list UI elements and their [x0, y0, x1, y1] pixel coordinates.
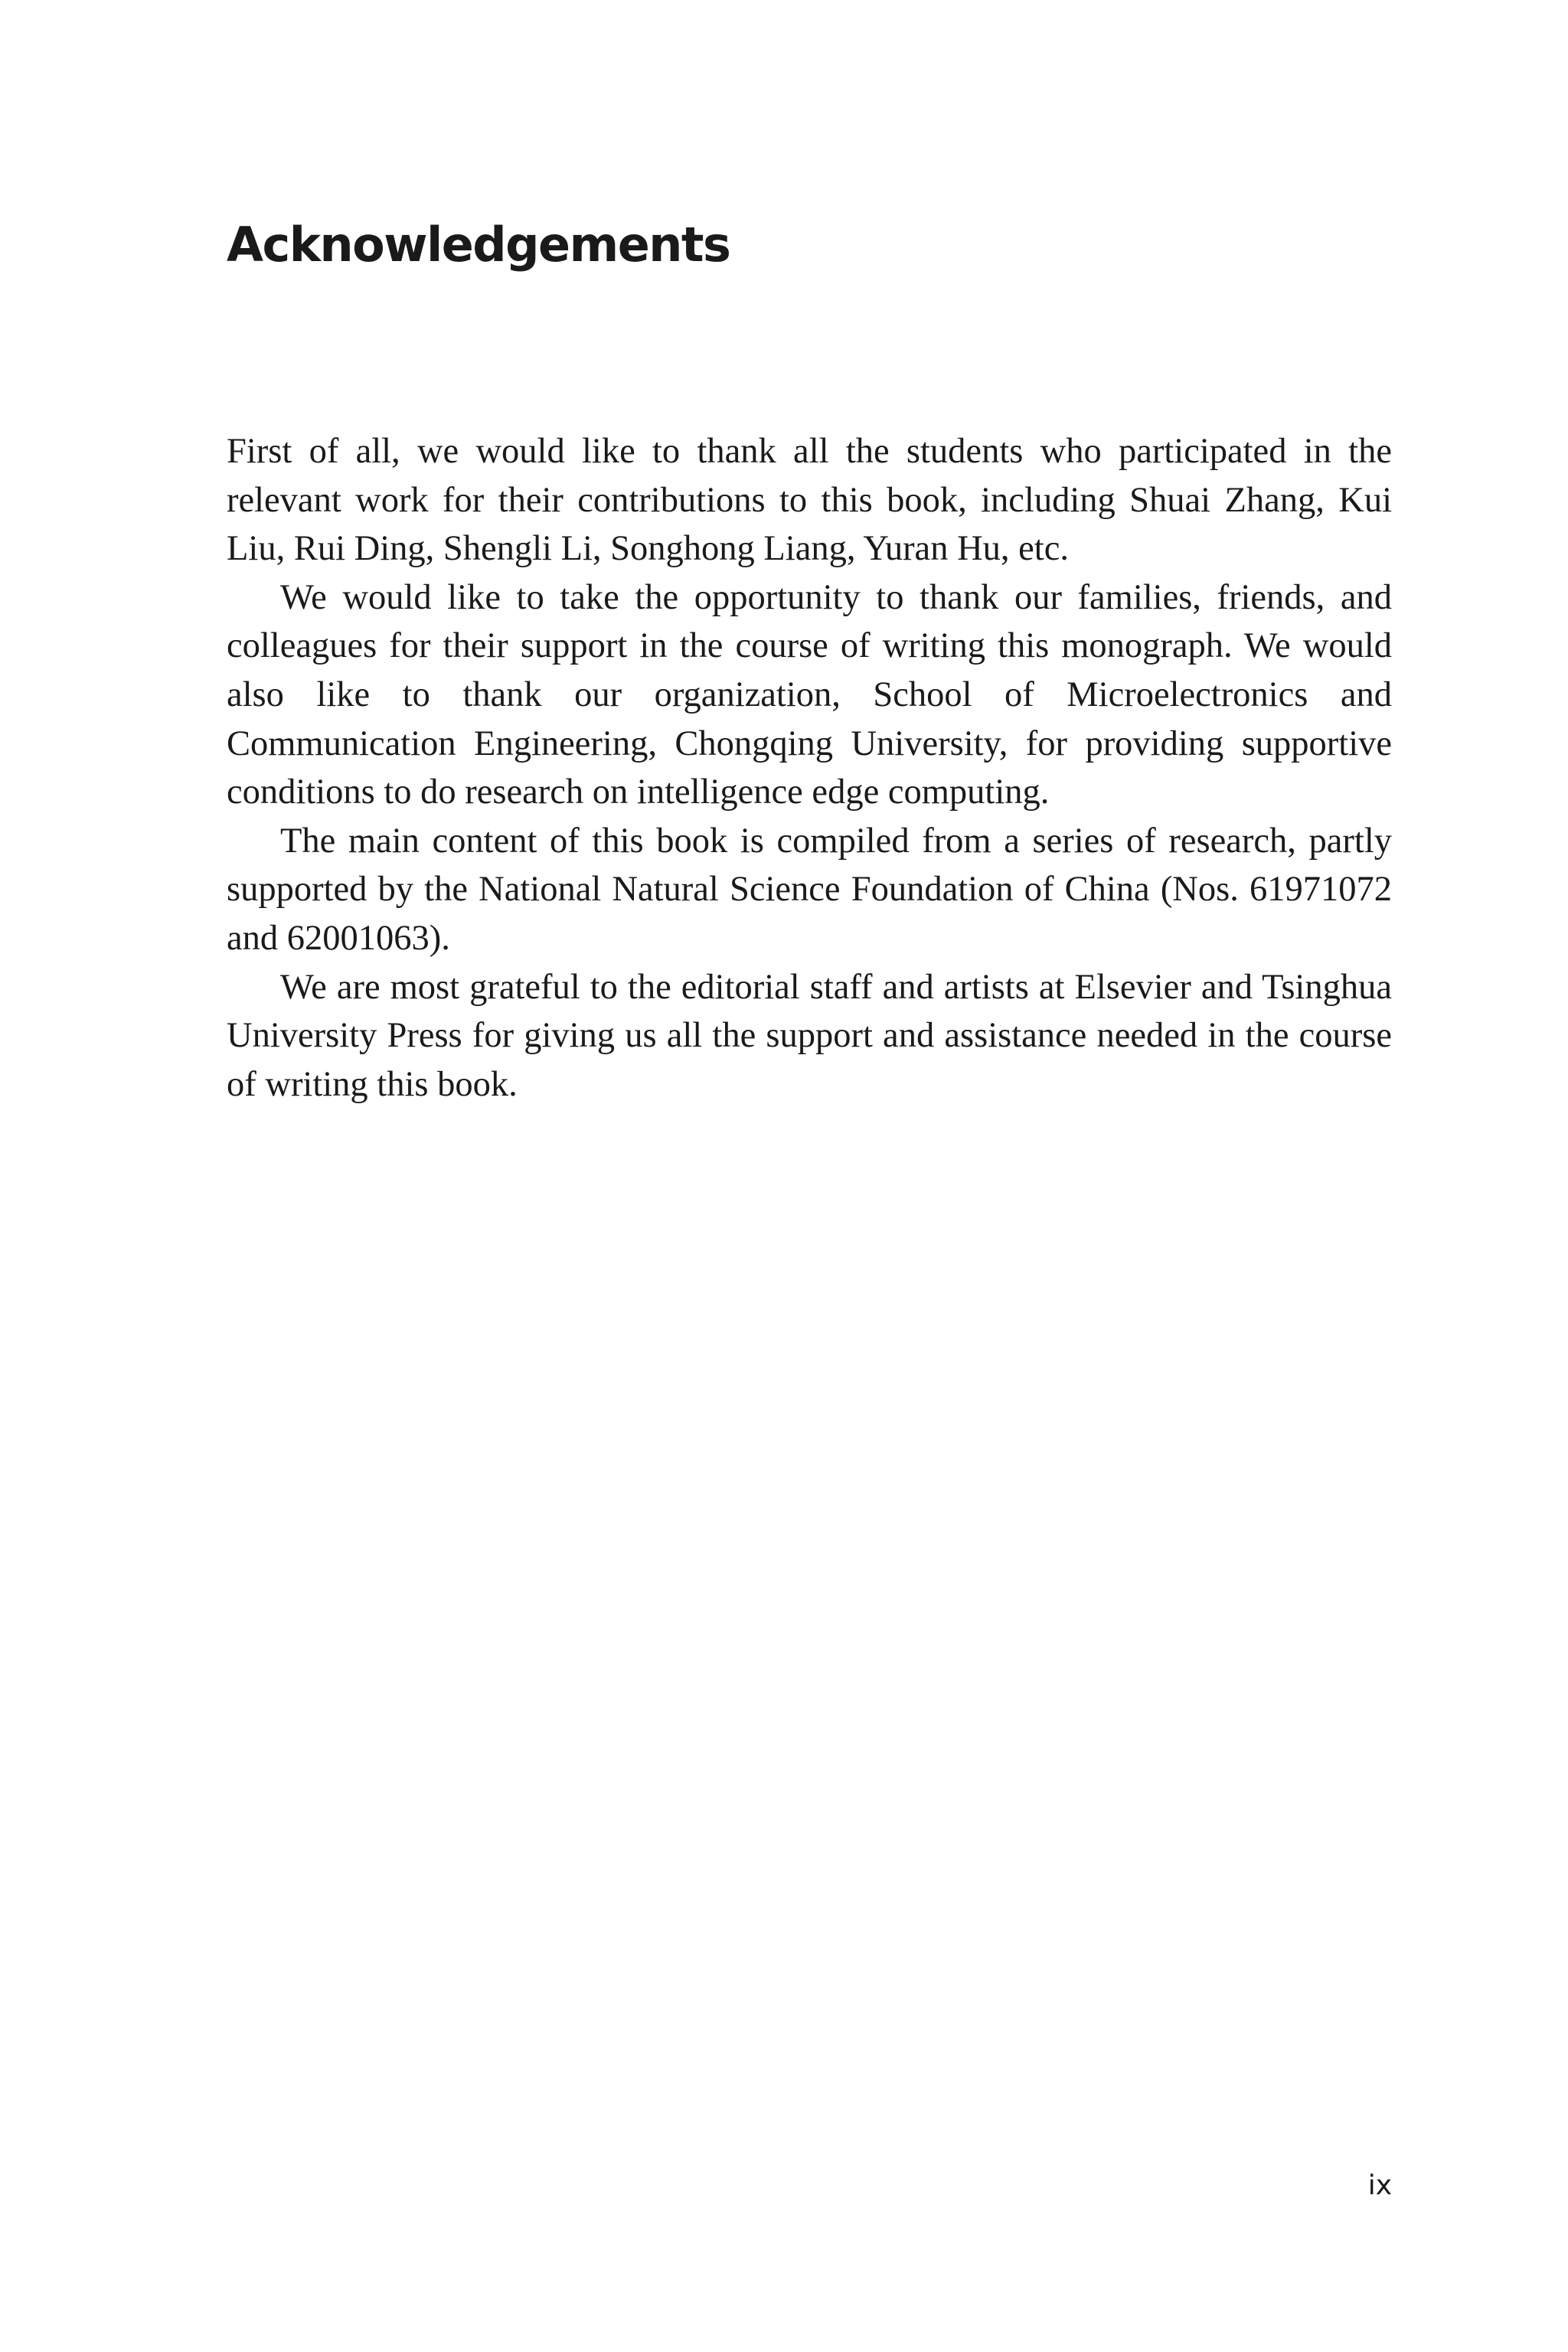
- paragraph-2: We would like to take the opportunity to thank our families, friends, and colleagues for their support in the course of writing this monograph. We would also like to thank our organization, School of Microelectronics and Communication Engineering, Chongqing University, for providing supportive conditions to do research on intelligence edge computing.: [227, 577, 1392, 812]
- paragraph-1: First of all, we would like to thank all the students who participated in the relevant work for their contributions to this book, including Shuai Zhang, Kui Liu, Rui Ding, Shengli Li, Songhong Liang, Yuran Hu, etc.: [227, 432, 1392, 569]
- paragraph-3: The main content of this book is compiled from a series of research, partly supported by the National Natural Science Foundation of China (Nos. 61971072 and 62001063).: [227, 821, 1392, 958]
- page-title: Acknowledgements: [227, 217, 730, 273]
- page-number: ix: [1367, 2170, 1392, 2201]
- paragraph-4: We are most grateful to the editorial staff and artists at Elsevier and Tsinghua University Press for giving us all the support and assistance needed in the course of writing this book.: [227, 967, 1392, 1104]
- acknowledgements-body: [227, 427, 1392, 1109]
